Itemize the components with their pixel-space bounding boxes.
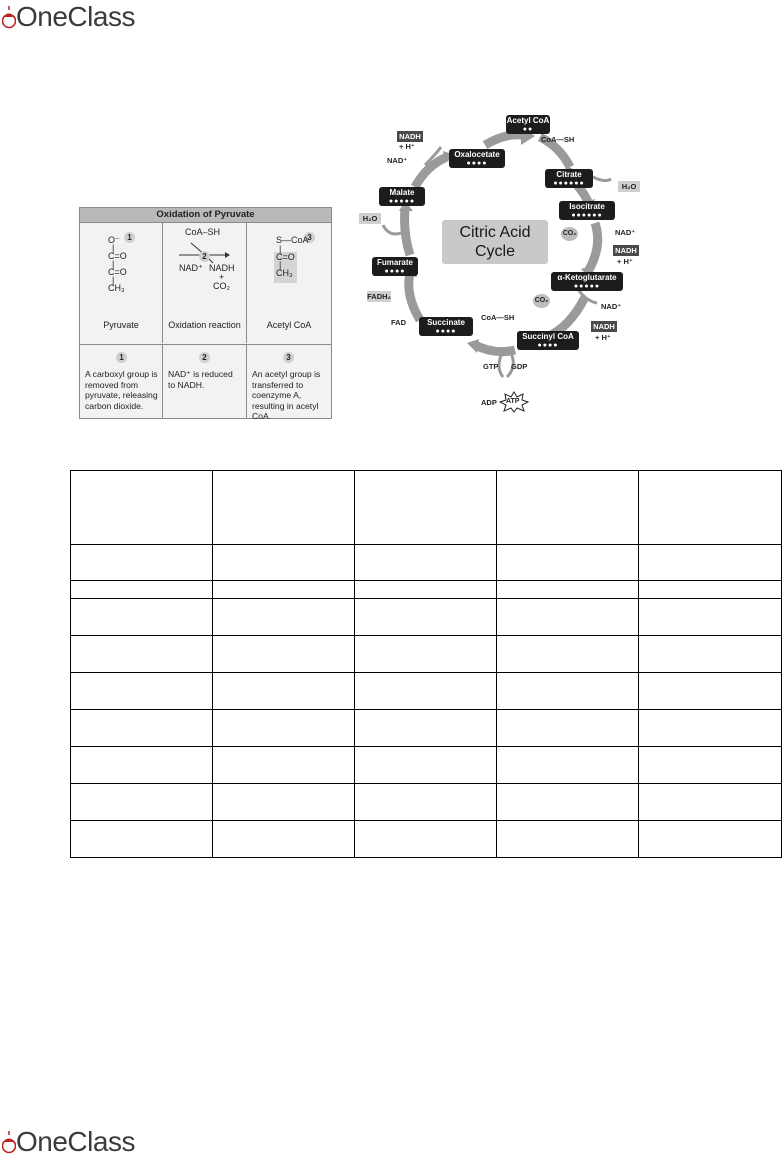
table-cell bbox=[71, 710, 213, 747]
step-description: A carboxyl group is removed from pyruvate, releasing carbon dioxide. bbox=[85, 369, 158, 411]
nadh-label: NADH bbox=[209, 263, 235, 273]
acetyl-coa-column: 3 S—CoA | C=O | CH₃ Acetyl CoA bbox=[247, 223, 331, 343]
table-cell bbox=[213, 821, 355, 858]
h2o-label: H₂O bbox=[618, 181, 640, 192]
step-description: NAD⁺ is reduced to NADH. bbox=[168, 369, 233, 390]
description-cell bbox=[247, 345, 331, 419]
table-cell bbox=[355, 471, 497, 545]
gtp-label: GTP bbox=[483, 362, 499, 371]
table-cell bbox=[639, 784, 782, 821]
table-cell bbox=[355, 545, 497, 581]
coa-sh-label: CoA—SH bbox=[481, 313, 515, 322]
co2-bubble: CO₂ bbox=[533, 294, 550, 308]
table-cell bbox=[71, 636, 213, 673]
oneclass-logo bbox=[2, 2, 135, 32]
table-cell bbox=[639, 821, 782, 858]
table-cell bbox=[355, 599, 497, 636]
table-row bbox=[71, 821, 782, 858]
h-plus-label: + H⁺ bbox=[399, 142, 415, 151]
table-row bbox=[71, 710, 782, 747]
cycle-title: Citric Acid Cycle bbox=[442, 220, 548, 264]
table-cell bbox=[639, 599, 782, 636]
table-row bbox=[71, 747, 782, 784]
table-cell bbox=[213, 636, 355, 673]
table-cell bbox=[355, 673, 497, 710]
acorn-icon bbox=[2, 4, 16, 32]
table-cell bbox=[71, 673, 213, 710]
citric-acid-cycle-diagram bbox=[355, 105, 655, 417]
pyruvate-column: 1 O⁻ | C=O | C=O | CH₃ Pyruvate bbox=[80, 223, 163, 343]
chem-line: C=O bbox=[276, 252, 295, 262]
adp-label: ADP bbox=[481, 398, 497, 407]
oxalocetate-node: Oxalocetate ●●●● bbox=[449, 149, 505, 168]
chem-line: O⁻ bbox=[108, 235, 120, 245]
table-cell bbox=[639, 545, 782, 581]
fadh2-label: FADH₂ bbox=[367, 292, 391, 301]
atp-label: ATP bbox=[506, 398, 520, 405]
table-cell bbox=[71, 545, 213, 581]
h2o-label: H₂O bbox=[359, 213, 381, 224]
table-row bbox=[71, 636, 782, 673]
empty-table bbox=[70, 470, 782, 858]
acetyl-coa-node: Acetyl CoA ●● bbox=[506, 116, 550, 133]
step-number: 1 bbox=[124, 232, 135, 243]
table-cell bbox=[497, 747, 639, 784]
ketoglutarate-node: α-Ketoglutarate ●●●●● bbox=[551, 272, 623, 291]
table-cell bbox=[639, 710, 782, 747]
isocitrate-node: Isocitrate ●●●●●● bbox=[559, 201, 615, 220]
co2-bubble: CO₂ bbox=[561, 227, 578, 241]
table-cell bbox=[71, 599, 213, 636]
fumarate-node: Fumarate ●●●● bbox=[372, 257, 418, 276]
table-cell bbox=[213, 471, 355, 545]
table-cell bbox=[355, 581, 497, 599]
oneclass-logo bbox=[2, 1127, 135, 1157]
step-number: 1 bbox=[116, 352, 127, 363]
column-caption: Oxidation reaction bbox=[168, 320, 241, 330]
acorn-icon bbox=[2, 1129, 16, 1157]
step-number: 2 bbox=[199, 251, 210, 262]
table-cell bbox=[71, 821, 213, 858]
nad-label: NAD⁺ bbox=[387, 156, 408, 165]
malate-node: Malate ●●●●● bbox=[379, 187, 425, 206]
table-cell bbox=[71, 581, 213, 599]
fad-label: FAD bbox=[391, 318, 406, 327]
chem-line: CH₃ bbox=[108, 283, 125, 293]
chem-line: S—CoA bbox=[276, 235, 309, 245]
table-cell bbox=[71, 747, 213, 784]
h-plus-label: + H⁺ bbox=[617, 257, 633, 266]
description-cell bbox=[80, 345, 163, 419]
table-row bbox=[71, 784, 782, 821]
nad-label: NAD⁺ bbox=[615, 228, 636, 237]
table-row bbox=[71, 673, 782, 710]
succinyl-coa-node: Succinyl CoA ●●●● bbox=[517, 331, 579, 350]
step-number: 3 bbox=[304, 232, 315, 243]
table-cell bbox=[639, 471, 782, 545]
chem-line: C=O bbox=[108, 267, 127, 277]
table-cell bbox=[355, 821, 497, 858]
table-cell bbox=[639, 636, 782, 673]
table-cell bbox=[71, 784, 213, 821]
reaction-column bbox=[163, 223, 247, 343]
brand-name: OneClass bbox=[16, 1126, 135, 1157]
figure-title: Oxidation of Pyruvate bbox=[80, 208, 331, 223]
table-cell bbox=[355, 710, 497, 747]
table-cell bbox=[213, 599, 355, 636]
figure-descriptions-row bbox=[80, 344, 331, 419]
gdp-label: GDP bbox=[511, 362, 528, 371]
table-cell bbox=[213, 673, 355, 710]
table-cell bbox=[213, 784, 355, 821]
table-cell bbox=[213, 747, 355, 784]
table-cell bbox=[639, 581, 782, 599]
nad-label: NAD⁺ bbox=[179, 263, 203, 273]
table-cell bbox=[639, 673, 782, 710]
column-caption: Pyruvate bbox=[103, 320, 139, 330]
table-cell bbox=[497, 821, 639, 858]
step-number: 2 bbox=[199, 352, 210, 363]
table-cell bbox=[213, 710, 355, 747]
table-cell bbox=[355, 747, 497, 784]
coa-sh-label: CoA—SH bbox=[541, 135, 575, 144]
figure-structures-row bbox=[80, 223, 331, 343]
h-plus-label: + H⁺ bbox=[595, 333, 611, 342]
table-cell bbox=[497, 599, 639, 636]
table-cell bbox=[497, 710, 639, 747]
coa-sh-label: CoA–SH bbox=[185, 227, 221, 237]
table-cell bbox=[355, 636, 497, 673]
pyruvate-oxidation-figure bbox=[79, 207, 332, 419]
chem-line: C=O bbox=[108, 251, 127, 261]
chem-line: CH₃ bbox=[276, 268, 293, 278]
table-row bbox=[71, 599, 782, 636]
plus-label: + bbox=[219, 272, 225, 282]
table-cell bbox=[213, 545, 355, 581]
citrate-node: Citrate ●●●●●● bbox=[545, 169, 593, 188]
step-description: An acetyl group is transferred to coenzyme A, resulting in acetyl CoA. bbox=[252, 369, 321, 421]
table-row bbox=[71, 581, 782, 599]
table-cell bbox=[497, 545, 639, 581]
nadh-label: NADH bbox=[613, 245, 639, 256]
nadh-label: NADH bbox=[591, 321, 617, 332]
table-cell bbox=[497, 471, 639, 545]
table-row bbox=[71, 471, 782, 545]
step-number: 3 bbox=[283, 352, 294, 363]
table-cell bbox=[639, 747, 782, 784]
column-caption: Acetyl CoA bbox=[266, 320, 312, 330]
succinate-node: Succinate ●●●● bbox=[419, 317, 473, 336]
table-cell bbox=[497, 581, 639, 599]
table-cell bbox=[71, 471, 213, 545]
table-row bbox=[71, 545, 782, 581]
table-cell bbox=[213, 581, 355, 599]
table-cell bbox=[497, 636, 639, 673]
brand-name: OneClass bbox=[16, 1, 135, 32]
table-cell bbox=[497, 673, 639, 710]
co2-label: CO₂ bbox=[213, 281, 230, 291]
table-cell bbox=[355, 784, 497, 821]
nadh-label: NADH bbox=[397, 131, 423, 142]
description-cell bbox=[163, 345, 247, 419]
table-cell bbox=[497, 784, 639, 821]
nad-label: NAD⁺ bbox=[601, 302, 622, 311]
